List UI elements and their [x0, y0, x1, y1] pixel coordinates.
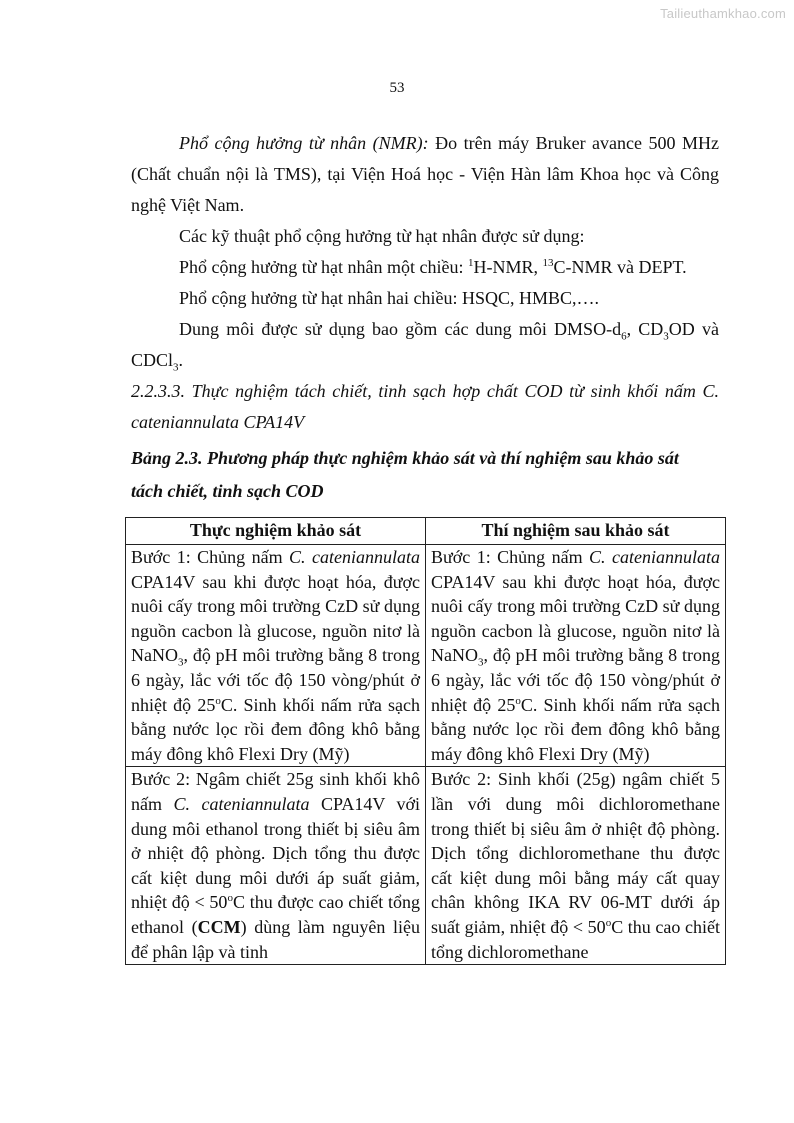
- page-number: 53: [389, 80, 405, 96]
- row1-right-cell: [426, 545, 726, 767]
- superscript: o: [605, 916, 612, 929]
- techniques-intro: Các kỹ thuật phổ cộng hưởng từ hạt nhân được sử dụng:: [179, 226, 585, 246]
- table-row: [126, 767, 726, 965]
- species-name: C. cateniannulata: [173, 793, 310, 814]
- method-table: [125, 517, 726, 965]
- solvent-text-a: Dung môi được sử dụng bao gồm các dung môi DMSO-d: [179, 319, 622, 339]
- table-header-row: [126, 518, 726, 545]
- cell-text: CPA14V với dung môi ethanol trong thiết bị siêu âm ở nhiệt độ phòng. Dịch tổng thu được cất kiệt dung môi dưới áp suất giảm, nhiệt độ < 50: [131, 793, 420, 913]
- nmr-text: Đo trên máy Bruker avance 500 MHz (Chất chuẩn nội là TMS), tại Viện Hoá học - Viện Hàn lâm Khoa học và Công nghệ Việt Nam.: [131, 133, 719, 215]
- solvent-text-d: .: [178, 350, 184, 370]
- one-dim-nmr: [131, 252, 719, 283]
- h-superscript: 1: [468, 257, 474, 269]
- cell-text: Bước 2: Ngâm chiết 25g sinh khối khô nấm: [131, 769, 420, 814]
- species-name: C. cateniannulata: [289, 547, 420, 567]
- solvent-sub-b: 3: [663, 330, 669, 343]
- table-caption-line1: Bảng 2.3. Phương pháp thực nghiệm khảo sát và thí nghiệm sau khảo sát: [131, 448, 679, 468]
- nmr-paragraph: [131, 128, 719, 221]
- c-superscript: 13: [542, 257, 554, 269]
- row2-left-cell: [126, 767, 426, 965]
- watermark: Tailieuthamkhao.com: [660, 6, 786, 21]
- row1-left-cell: [126, 545, 426, 767]
- cell-text: CPA14V sau khi được hoạt hóa, được nuôi cấy trong môi trường CzD sử dụng nguồn cacbon là glucose, nguồn nitơ là NaNO: [131, 571, 420, 666]
- nmr-label: Phổ cộng hưởng từ nhân (NMR):: [179, 133, 429, 153]
- two-dim-nmr: Phổ cộng hưởng từ hạt nhân hai chiều: HSQC, HMBC,….: [179, 288, 600, 308]
- solvent-paragraph: [131, 314, 719, 376]
- cell-text: Bước 2: Sinh khối (25g) ngâm chiết 5 lần với dung môi dichloromethane trong thiết bị siêu âm ở nhiệt độ phòng. Dịch tổng dichloromethane thu được cất kiệt dung môi bằng máy cất quay chân không IKA RV 06-MT dưới áp suất giảm, nhiệt độ < 50: [431, 769, 720, 937]
- one-dim-prefix: Phổ cộng hưởng từ hạt nhân một chiều:: [179, 257, 468, 277]
- subscript: 3: [478, 656, 484, 669]
- table-caption-line2: tách chiết, tinh sạch COD: [131, 481, 324, 501]
- cell-text: , độ pH môi trường bằng 8 trong 6 ngày, lắc với tốc độ 150 vòng/phút ở nhiệt độ 25: [131, 645, 420, 715]
- solvent-text-c: OD và CDCl: [131, 319, 719, 370]
- cell-text: CPA14V sau khi được hoạt hóa, được nuôi cấy trong môi trường CzD sử dụng nguồn cacbon là glucose, nguồn nitơ là NaNO: [431, 571, 720, 666]
- solvent-text-b: , CD: [626, 319, 664, 339]
- row2-right-cell: [426, 767, 726, 965]
- cell-text: Bước 1: Chủng nấm: [131, 547, 290, 567]
- page-body: [131, 128, 719, 508]
- h-nmr-text: H-NMR,: [473, 257, 543, 277]
- bold-code: CCM: [197, 916, 241, 937]
- solvent-sub-a: 6: [621, 330, 627, 343]
- cell-text: Bước 1: Chủng nấm: [431, 547, 590, 567]
- header-survey: Thực nghiệm khảo sát: [126, 518, 426, 545]
- table-caption: [131, 438, 719, 508]
- cell-text: , độ pH môi trường bằng 8 trong 6 ngày, lắc với tốc độ 150 vòng/phút ở nhiệt độ 25: [431, 645, 720, 715]
- subscript: 3: [178, 656, 184, 669]
- header-post-survey: Thí nghiệm sau khảo sát: [426, 518, 726, 545]
- superscript: o: [215, 694, 221, 707]
- superscript: o: [515, 694, 521, 707]
- superscript: o: [227, 892, 233, 905]
- cell-text: C thu cao chiết tổng dichloromethane: [431, 916, 720, 962]
- cell-text: C. Sinh khối nấm rửa sạch bằng nước lọc rồi đem đông khô bằng máy đông khô Flexi Dry (Mỹ): [131, 694, 420, 764]
- cell-text: ) dùng làm nguyên liệu để phân lập và tinh: [131, 916, 420, 962]
- solvent-sub-c: 3: [173, 361, 179, 374]
- c-nmr-text: C-NMR và DEPT.: [553, 257, 687, 277]
- subsection-heading: 2.2.3.3. Thực nghiệm tách chiết, tinh sạch hợp chất COD từ sinh khối nấm C. cateniannulata CPA14V: [131, 381, 719, 432]
- table-row: [126, 545, 726, 767]
- cell-text: C. Sinh khối nấm rửa sạch bằng nước lọc rồi đem đông khô bằng máy đông khô Flexi Dry (Mỹ): [431, 694, 720, 764]
- species-name: C. cateniannulata: [589, 547, 720, 567]
- cell-text: C thu được cao chiết tổng ethanol (: [131, 892, 420, 937]
